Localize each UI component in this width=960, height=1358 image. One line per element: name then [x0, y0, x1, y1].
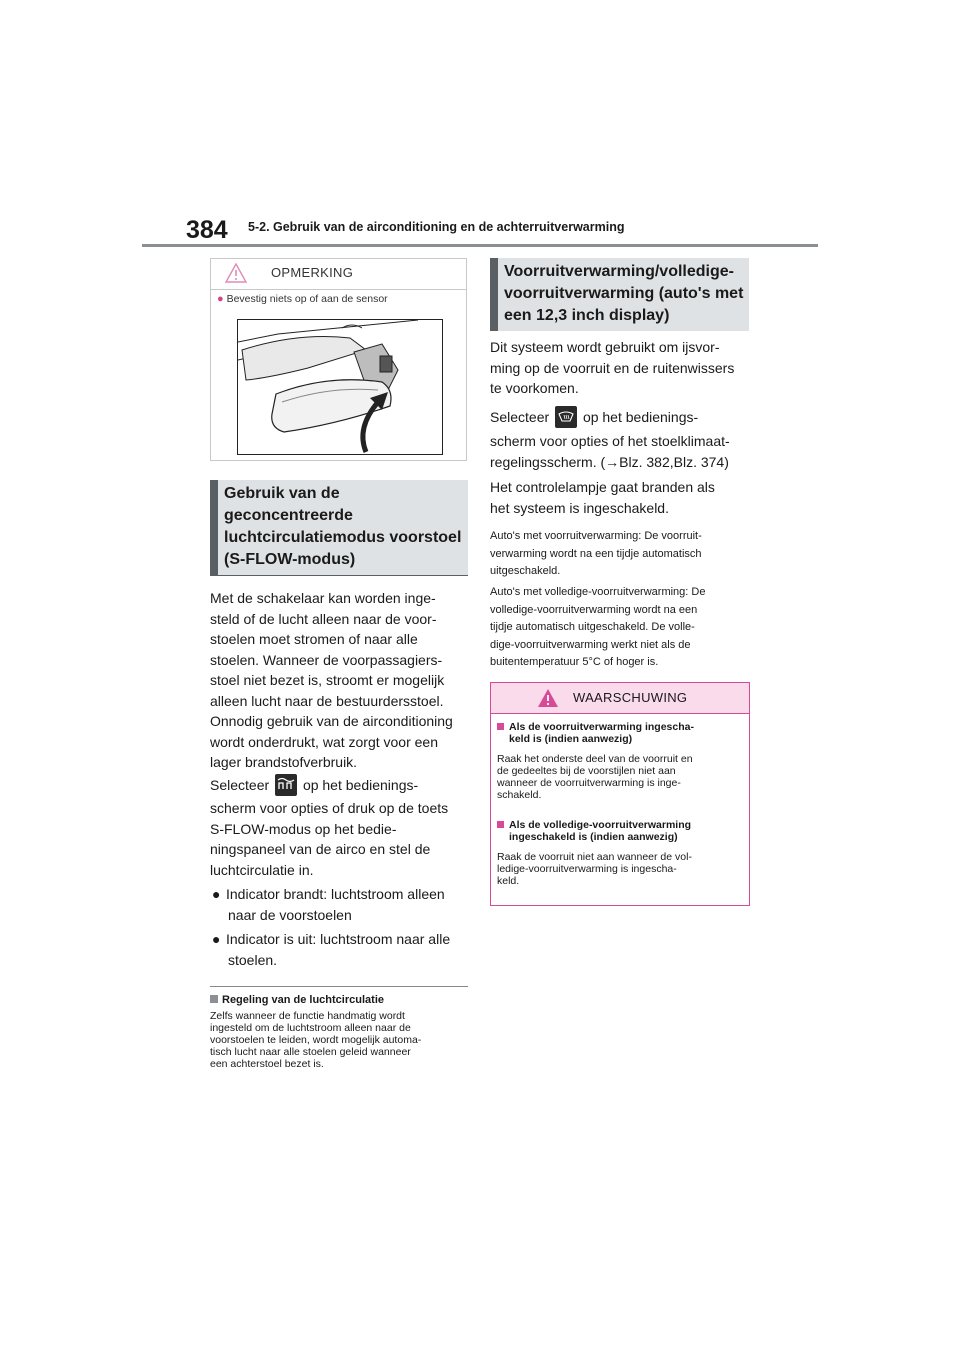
text-line: Indicator brandt: luchtstroom alleen	[226, 886, 445, 902]
text-line: Met de schakelaar kan worden inge-	[210, 590, 436, 606]
text-line: naar de voorstoelen	[228, 906, 352, 923]
text-line: het systeem is ingeschakeld.	[490, 499, 669, 516]
text-line: te voorkomen.	[490, 380, 579, 396]
windshield-heater-icon	[555, 406, 577, 428]
mirror-sensor-illustration	[237, 319, 443, 455]
text-line: Zelfs wanneer de functie handmatig wordt	[210, 1010, 405, 1022]
text-line: buitentemperatuur 5°C of hoger is.	[490, 656, 659, 668]
windshield-note-2	[490, 584, 754, 672]
note-header	[211, 259, 466, 290]
text-line: wanneer de voorruitverwarming is inge-	[497, 777, 681, 789]
indicator-lamp-paragraph	[490, 477, 754, 518]
caution-outline-icon	[225, 263, 247, 283]
text-line: schakeld.	[497, 789, 542, 801]
s-flow-heading	[210, 480, 468, 576]
bullet-dot-icon: ●	[212, 886, 221, 902]
heading-line: een 12,3 inch display)	[504, 307, 670, 324]
text-line: Raak de voorruit niet aan wanneer de vol-	[497, 851, 692, 863]
heading-line: Voorruitverwarming/volledige-	[504, 263, 734, 280]
windshield-select-continuation	[490, 431, 754, 472]
heading-line: voorruitverwarming (auto's met	[504, 285, 744, 302]
air-circulation-subheading	[210, 992, 472, 1008]
text-line: Raak het onderste deel van de voorruit en	[497, 753, 693, 765]
warning-item-1-heading	[497, 721, 747, 745]
square-bullet-icon	[210, 995, 218, 1003]
text-line: keld.	[497, 875, 520, 887]
note-item	[217, 293, 388, 305]
warning-triangle-icon	[537, 688, 559, 708]
bullet-dot-icon: ●	[212, 931, 221, 947]
bullet-dot-icon: ●	[217, 293, 224, 305]
select-rest: op het bedienings-	[582, 409, 699, 425]
text-line: scherm voor opties of het stoelklimaat-	[490, 433, 730, 449]
text-line: Indicator is uit: luchtstroom naar alle	[226, 931, 451, 947]
text-line: uitgeschakeld.	[490, 565, 561, 577]
square-bullet-icon	[497, 821, 504, 828]
text-line: luchtcirculatie in.	[210, 861, 314, 878]
select-word: Selecteer	[490, 409, 550, 425]
text-line: ningspaneel van de airco en stel de	[210, 841, 431, 857]
air-circulation-text	[210, 1010, 474, 1070]
text-line: S-FLOW-modus op het bedie-	[210, 820, 397, 837]
select-line	[210, 774, 472, 796]
windshield-intro	[490, 337, 754, 399]
windshield-select-line	[490, 406, 754, 428]
s-flow-select-continuation	[210, 798, 472, 880]
warning-header	[491, 683, 749, 714]
heading-line: Gebruik van de	[224, 485, 340, 502]
text-line: ingeschakeld is (indien aanwezig)	[509, 831, 678, 843]
text-line: stoel niet bezet is, stroomt er mogelijk	[210, 672, 445, 688]
text-line: ming op de voorruit en de ruitenwissers	[490, 359, 735, 376]
note-title: OPMERKING	[271, 265, 354, 280]
text-line: een achterstoel bezet is.	[210, 1058, 324, 1070]
text-line: Als de voorruitverwarming ingescha-	[509, 721, 694, 733]
warning-item-1-text	[497, 753, 747, 801]
subheading-text: Regeling van de luchtcirculatie	[222, 994, 384, 1006]
square-bullet-icon	[497, 723, 504, 730]
warning-box	[490, 682, 750, 906]
text-line: voorstoelen te leiden, wordt mogelijk automa-	[210, 1034, 422, 1046]
s-flow-select-paragraph	[210, 774, 472, 796]
text-line: scherm voor opties of druk op de toets	[210, 800, 449, 816]
note-box	[210, 258, 467, 461]
text-line: Als de volledige-voorruitverwarming	[509, 819, 692, 831]
text-line: stoelen.	[228, 951, 278, 968]
mirror-illustration-svg	[238, 320, 442, 454]
text-line: ledige-voorruitverwarming is ingescha-	[497, 863, 677, 875]
text-line: Dit systeem wordt gebruikt om ijsvor-	[490, 339, 720, 355]
warning-item-2-text	[497, 851, 747, 887]
text-line: volledige-voorruitverwarming wordt na een	[490, 603, 698, 616]
text-line: verwarming wordt na een tijdje automatisch	[490, 547, 702, 560]
text-line: keld is (indien aanwezig)	[509, 733, 633, 745]
header-rule	[142, 244, 818, 247]
text-line: lager brandstofverbruik.	[210, 754, 358, 770]
page-number: 384	[186, 216, 228, 244]
select-rest: op het bedienings-	[302, 777, 419, 793]
warning-title: WAARSCHUWING	[573, 690, 688, 705]
windshield-note-1	[490, 528, 754, 581]
warning-item-2-heading	[497, 819, 747, 843]
text-line: ingesteld om de luchtstroom alleen naar de	[210, 1022, 411, 1034]
note-item-text: Bevestig niets op of aan de sensor	[226, 293, 388, 305]
text-line: Het controlelampje gaat branden als	[490, 479, 715, 495]
text-line: tisch lucht naar alle stoelen geleid wanneer	[210, 1046, 411, 1058]
select-word: Selecteer	[210, 777, 270, 793]
text-line: tijdje automatisch uitgeschakeld. De volle-	[490, 621, 695, 633]
text-line: Onnodig gebruik van de airconditioning	[210, 713, 453, 729]
divider	[210, 986, 468, 987]
indicator-on-bullet	[212, 884, 474, 925]
windshield-heater-heading	[490, 258, 749, 331]
indicator-off-bullet	[212, 929, 474, 970]
text-line: stoelen moet stromen of naar alle	[210, 631, 418, 647]
text-line: Auto's met voorruitverwarming: De voorruit-	[490, 530, 702, 542]
text-line: Auto's met volledige-voorruitverwarming: De	[490, 586, 706, 598]
s-flow-paragraph	[210, 588, 472, 773]
text-line: wordt onderdrukt, wat zorgt voor een	[210, 733, 439, 750]
text-line: dige-voorruitverwarming werkt niet als de	[490, 638, 691, 651]
text-line: stoelen. Wanneer de voorpassagiers-	[210, 651, 443, 668]
heading-line: (S-FLOW-modus)	[224, 551, 356, 568]
text-line: regelingsscherm. (→Blz. 382,Blz. 374)	[490, 453, 729, 470]
heading-line: luchtcirculatiemodus voorstoel	[224, 529, 462, 546]
text-line: steld of de lucht alleen naar de voor-	[210, 610, 437, 627]
text-line: de gedeeltes bij de voorstijlen niet aan	[497, 765, 676, 777]
s-flow-seat-icon	[275, 774, 297, 796]
section-title: 5-2. Gebruik van de airconditioning en de achterruitverwarming	[248, 220, 625, 234]
heading-line: geconcentreerde	[224, 507, 353, 524]
text-line: alleen lucht naar de bestuurdersstoel.	[210, 692, 444, 709]
